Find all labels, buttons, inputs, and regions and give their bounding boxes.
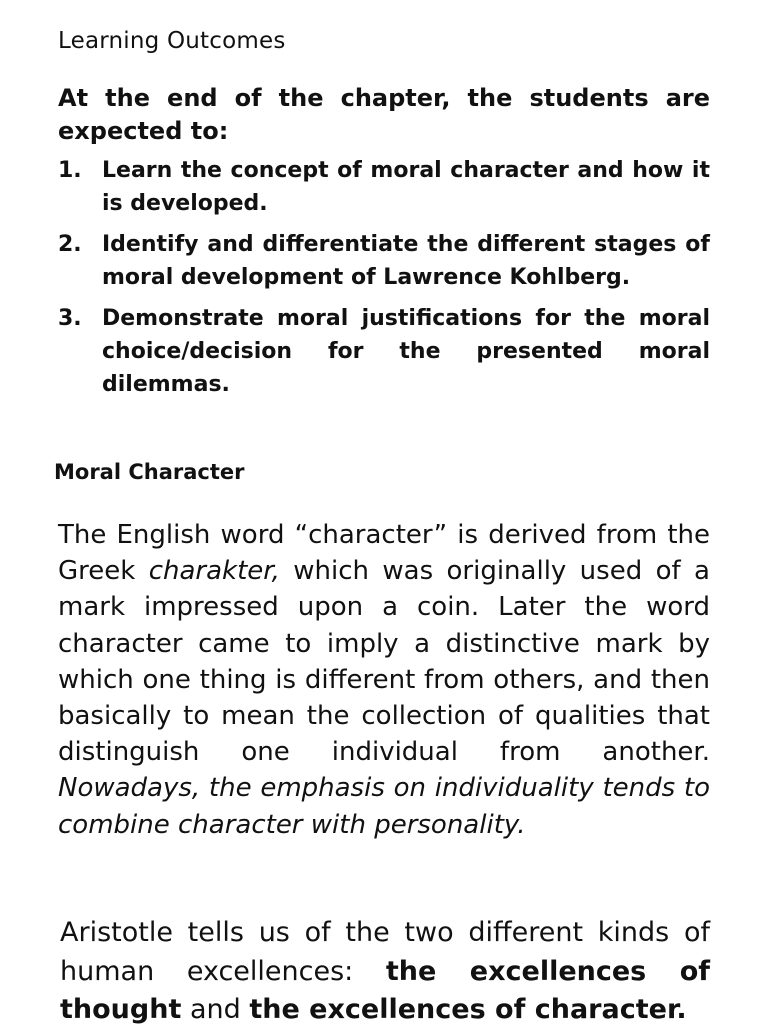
learning-outcomes-heading: Learning Outcomes bbox=[58, 28, 286, 54]
list-item-text: Learn the concept of moral character and how it is developed. bbox=[102, 158, 710, 216]
paragraph-text: which was originally used of a mark impressed upon a coin. Later the word character came to imply a distinctive mark by which one thing is different from others, and then basically to mean the collection of qualities that distinguish one individual from another. bbox=[58, 556, 710, 768]
learning-outcomes-list bbox=[58, 154, 710, 409]
paragraph-text: Aristotle tells us of the two different kinds of human excellences: bbox=[60, 917, 710, 987]
list-item-number: 1. bbox=[58, 158, 82, 183]
moral-character-paragraph-1 bbox=[58, 517, 710, 843]
italic-sentence: Nowadays, the emphasis on individuality tends to combine character with personality. bbox=[58, 773, 710, 840]
moral-character-paragraph-2 bbox=[60, 914, 710, 1024]
paragraph-text: The English word “character” is derived from the Greek bbox=[58, 520, 710, 587]
list-item-text: Demonstrate moral justifications for the moral choice/decision for the presented moral dilemmas. bbox=[102, 306, 710, 397]
list-item bbox=[58, 228, 710, 294]
learning-outcomes-intro: At the end of the chapter, the students are expected to: bbox=[58, 84, 710, 145]
list-item-text: Identify and differentiate the different stages of moral development of Lawrence Kohlberg. bbox=[102, 232, 710, 290]
bold-phrase: the excellences of thought bbox=[60, 955, 710, 1024]
list-item bbox=[58, 302, 710, 401]
paragraph-text: and bbox=[181, 994, 250, 1024]
list-item bbox=[58, 154, 710, 220]
bold-phrase: the excellences of character. bbox=[249, 994, 687, 1024]
moral-character-heading: Moral Character bbox=[54, 460, 245, 484]
list-item-number: 3. bbox=[58, 306, 82, 331]
list-item-number: 2. bbox=[58, 232, 82, 257]
greek-word: charakter, bbox=[148, 556, 280, 587]
